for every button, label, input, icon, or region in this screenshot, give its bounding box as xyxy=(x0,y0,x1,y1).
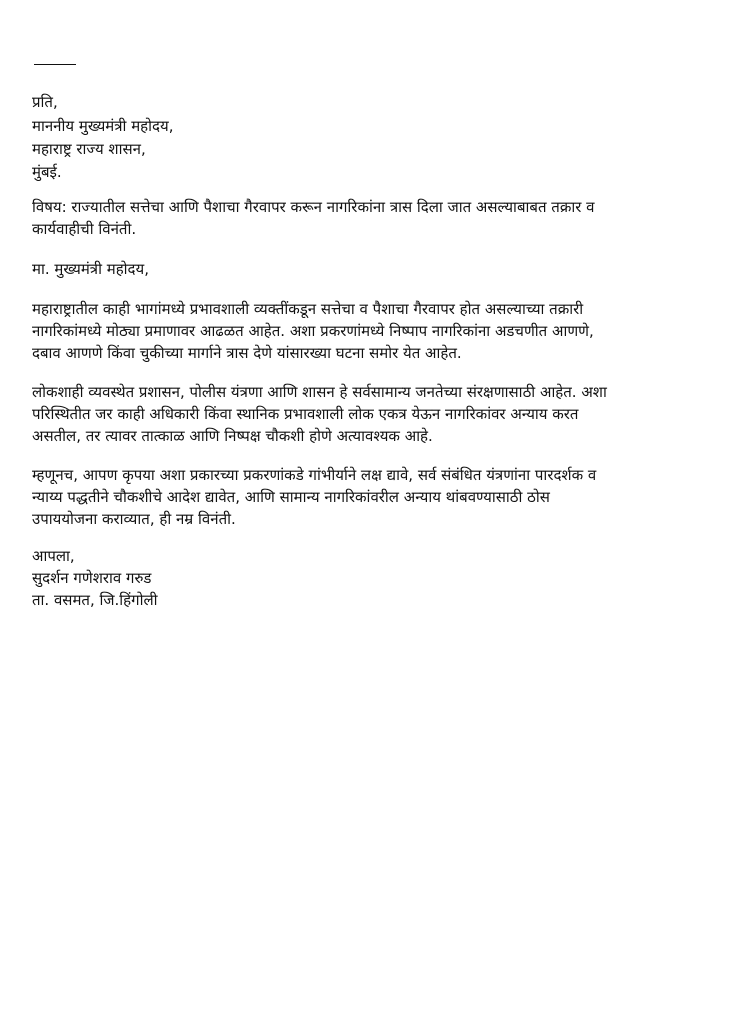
paragraph1-line-1: महाराष्ट्रातील काही भागांमध्ये प्रभावशाली व्यक्तींकडून सत्तेचा व पैशाचा गैरवापर होत असल्याच्या तक्रारी xyxy=(32,300,584,318)
salutation-to: प्रति, xyxy=(32,93,58,111)
subject-line-2: कार्यवाहीची विनंती. xyxy=(32,220,137,238)
subject-line-1: विषय: राज्यातील सत्तेचा आणि पैशाचा गैरवापर करून नागरिकांना त्रास दिला जात असल्याबाबत तक्रार व xyxy=(32,198,595,216)
greeting: मा. मुख्यमंत्री महोदय, xyxy=(32,260,149,278)
paragraph3-line-1: म्हणूनच, आपण कृपया अशा प्रकारच्या प्रकरणांकडे गांभीर्याने लक्ष द्यावे, सर्व संबंधित यंत्रणांना पारदर्शक व xyxy=(32,466,597,484)
addressee-line-3: मुंबई. xyxy=(32,163,62,181)
sender-name: सुदर्शन गणेशराव गरुड xyxy=(32,569,152,587)
paragraph3-line-3: उपाययोजना कराव्यात, ही नम्र विनंती. xyxy=(32,510,236,528)
paragraph2-line-1: लोकशाही व्यवस्थेत प्रशासन, पोलीस यंत्रणा आणि शासन हे सर्वसामान्य जनतेच्या संरक्षणासाठी आहेत. अशा xyxy=(32,383,607,401)
top-rule xyxy=(34,64,76,65)
paragraph3-line-2: न्याय्य पद्धतीने चौकशीचे आदेश द्यावेत, आणि सामान्य नागरिकांवरील अन्याय थांबवण्यासाठी ठोस xyxy=(32,488,550,506)
addressee-line-1: माननीय मुख्यमंत्री महोदय, xyxy=(32,117,174,135)
paragraph2-line-2: परिस्थितीत जर काही अधिकारी किंवा स्थानिक प्रभावशाली लोक एकत्र येऊन नागरिकांवर अन्याय करत xyxy=(32,405,579,423)
paragraph1-line-3: दबाव आणणे किंवा चुकीच्या मार्गाने त्रास देणे यांसारख्या घटना समोर येत आहेत. xyxy=(32,344,462,362)
sender-place: ता. वसमत, जि.हिंगोली xyxy=(32,591,158,609)
addressee-line-2: महाराष्ट्र राज्य शासन, xyxy=(32,140,146,158)
closing: आपला, xyxy=(32,547,75,565)
paragraph1-line-2: नागरिकांमध्ये मोठ्या प्रमाणावर आढळत आहेत. अशा प्रकरणांमध्ये निष्पाप नागरिकांना अडचणीत आणणे, xyxy=(32,322,594,340)
paragraph2-line-3: असतील, तर त्यावर तात्काळ आणि निष्पक्ष चौकशी होणे अत्यावश्यक आहे. xyxy=(32,427,433,445)
